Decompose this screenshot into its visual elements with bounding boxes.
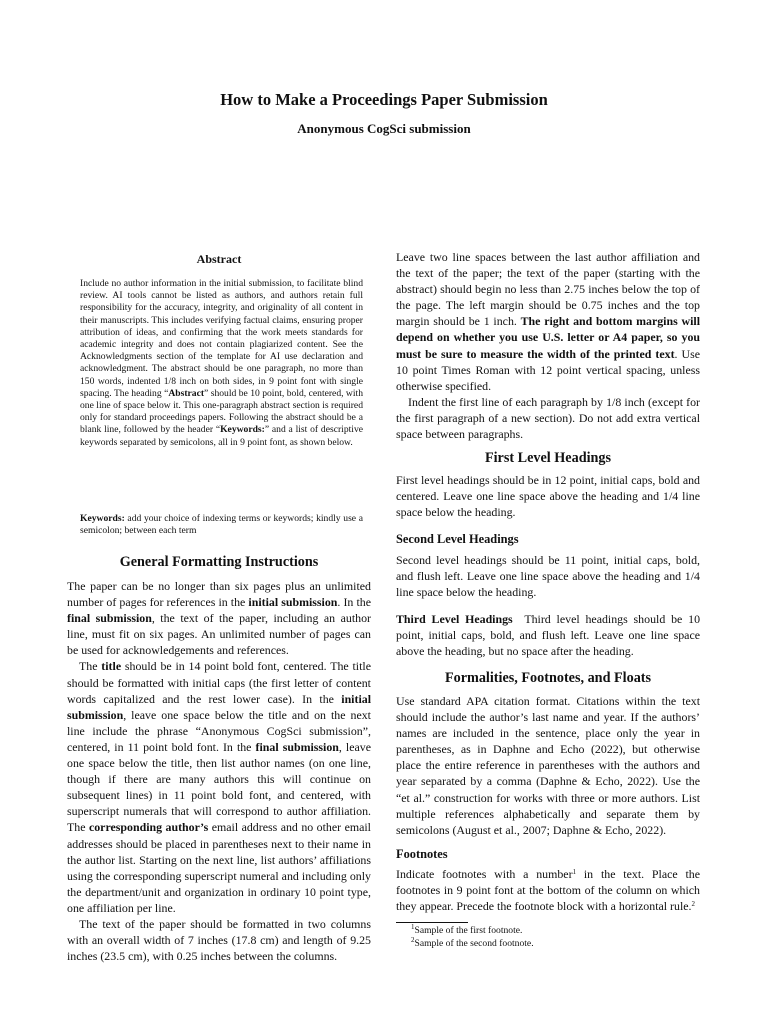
footnote-rule <box>396 922 468 923</box>
paragraph: Use standard APA citation format. Citations within the text should include the author’s last name and year. If the authors’ names are included in the sentence, place only the year in parentheses, as in Daphne and Echo (2022), but otherwise place the entire reference in parentheses with the authors and year separated by a comma (Daphne & Echo, 2022). Use the “et al.” construction for works with three or more authors. List multiple references alphabetically and separate them by semicolons (August et al., 2007; Daphne & Echo, 2022). <box>396 694 700 837</box>
third-level-heading: Third Level Headings <box>396 612 513 626</box>
keywords-label: Keywords: <box>80 513 125 524</box>
footnote-number: 1 <box>411 923 415 931</box>
section-heading-first-level: First Level Headings <box>484 450 612 466</box>
section-body-footnotes <box>396 866 700 914</box>
section-heading-formalities: Formalities, Footnotes, and Floats <box>444 670 652 686</box>
abstract-text-part: ” and a list of descriptive keywords separated by semicolons, all in 9 point font, as shown below. <box>80 424 363 448</box>
footnote-text: Sample of the first footnote. <box>414 925 523 936</box>
abstract-text-part: ” should be 10 point, bold, centered, with one line of space below it. This one-paragraph abstract section is required only for standard proceedings papers. Following the abstract should be a blank line, followed by the header “ <box>80 387 363 436</box>
footnote-number: 2 <box>411 936 415 944</box>
author-line: Anonymous CogSci submission <box>297 121 471 136</box>
section-heading-general: General Formatting Instructions <box>119 554 319 570</box>
footnote-mark: 2 <box>691 900 696 909</box>
footnote-mark: 1 <box>572 868 577 876</box>
abstract-text <box>80 278 363 449</box>
abstract-heading: Abstract <box>196 252 242 266</box>
paragraph: The paper can be no longer than six pages plus an unlimited number of pages for references in the initial submission. In the final submission, the text of the paper, including an author line, must fit on six pages. An unlimited number of pages can be used for acknowledgements and references. <box>67 579 371 658</box>
paper-title: How to Make a Proceedings Paper Submission <box>220 90 548 109</box>
abstract-bold-term: Keywords: <box>220 424 265 436</box>
right-column-intro <box>396 249 700 442</box>
paragraph: Indent the first line of each paragraph by 1/8 inch (except for the first paragraph of a new section). Do not add extra vertical space between paragraphs. <box>396 394 700 442</box>
paragraph: First level headings should be in 12 point, initial caps, bold and centered. Leave one line space above the heading and 1/4 line space below the heading. <box>396 473 700 520</box>
footnote-1 <box>411 925 701 937</box>
paragraph: The title should be in 14 point bold font, centered. The title should be formatted with initial caps (the first letter of content words capitalized and the rest lower case). In the initial submission, leave one space below the title and on the next line include the phrase “Anonymous CogSci submission”, centered, in 11 point bold font. In the final submission, leave one space below the title, then list author names (on one line, though if there are many authors this will continue on subsequent lines) in 11 point bold font, and centered, with superscript numerals that will correspond to author affiliation. The corresponding author’s email address and no other email addresses should be placed in parentheses next to their name in the author list. Starting on the next line, list authors’ affiliations using the corresponding superscript numeral and including only the department/unit and organization in ordinary 10 point type, one affiliation per line. <box>67 659 372 915</box>
abstract-bold-term: Abstract <box>168 387 205 399</box>
section-body-second-level <box>396 552 700 600</box>
abstract-text-part: Include no author information in the initial submission, to facilitate blind review. AI tools cannot be listed as authors, and authors retain full responsibility for the accuracy, integrity, and originality of all content in their manuscripts. This includes verifying factual claims, ensuring proper attribution of ideas, and confirming that the work meets standards for academic integrity and does not contain plagiarized content. See the Acknowledgments section of the template for AI use declaration and acknowledgment. The abstract should be one paragraph, no more than 150 words, indented 1/8 inch on both sides, in 9 point font with single spacing. The heading “ <box>80 278 363 399</box>
footnote-text: Sample of the second footnote. <box>414 938 534 949</box>
paragraph: The text of the paper should be formatted in two columns with an overall width of 7 inches (17.8 cm) and length of 9.25 inches (23.5 cm), with 0.25 inches between the columns. <box>67 916 371 964</box>
paragraph: Indicate footnotes with a number$^1$ in the text. Place the footnotes in 9 point font at the bottom of the column on which they appear. Precede the footnote block with a horizontal rule.$^2$ <box>396 867 700 914</box>
paragraph: Leave two line spaces between the last author affiliation and the text of the paper; the text of the paper (starting with the abstract) should begin no less than 2.75 inches below the top of the page. The left margin should be 0.75 inches and the top margin should be 1 inch. The right and bottom margins will depend on whether you use U.S. letter or A4 paper, so you must be sure to measure the width of the printed text. Use 10 point Times Roman with 12 point vertical spacing, unless otherwise specified. <box>396 250 700 393</box>
section-third-level <box>396 611 700 659</box>
section-body-first-level <box>396 472 700 520</box>
paragraph: Third Level Headings Third level headings should be 10 point, initial caps, bold, and flush left. Leave one line space above the heading, but no space after the heading. <box>396 612 701 659</box>
paragraph: Second level headings should be 11 point, initial caps, bold, and flush left. Leave one line space above the heading and 1/4 line space below the heading. <box>396 553 700 600</box>
section-body-formalities <box>396 693 700 838</box>
keywords-text: add your choice of indexing terms or keywords; kindly use a semicolon; between each term <box>80 513 363 537</box>
section-body-general <box>67 578 371 964</box>
keywords-line <box>80 513 363 537</box>
section-heading-footnotes: Footnotes <box>396 847 448 861</box>
footnote-2 <box>411 938 701 950</box>
section-heading-second-level: Second Level Headings <box>396 532 519 546</box>
